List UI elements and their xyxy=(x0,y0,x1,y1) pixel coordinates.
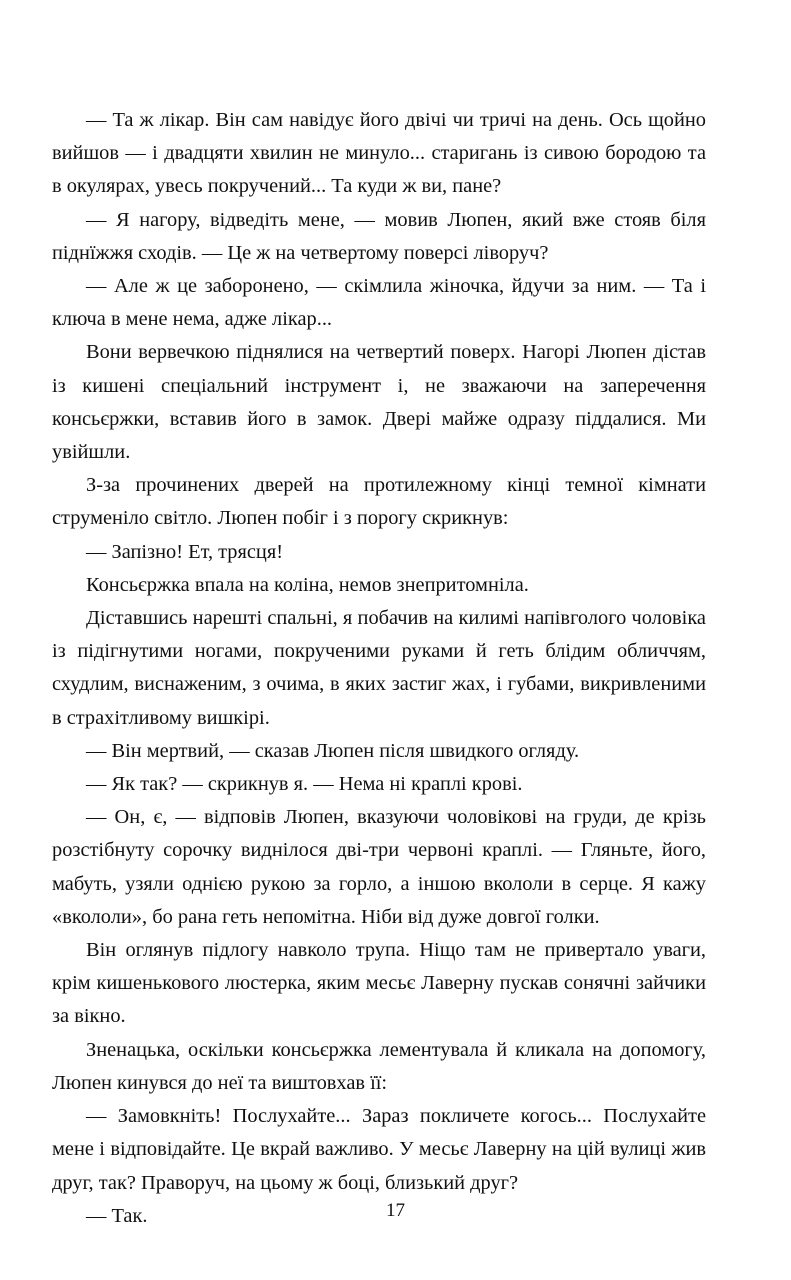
paragraph: — Я нагору, відведіть мене, — мовив Люпен, який вже стояв біля піднїжжя сходів. — Це ж на четвертому поверсі ліворуч? xyxy=(52,208,706,264)
paragraph: Вони вервечкою піднялися на четвертий поверх. Нагорі Люпен дістав із кишені спеціальний інструмент і, не зважаючи на заперечення консьєржки, вставив його в замок. Двері майже одразу піддалися. Ми увійшли. xyxy=(52,341,706,464)
page-body-text xyxy=(52,104,706,1233)
paragraph: — Та ж лікар. Він сам навідує його двічі чи тричі на день. Ось щойно вийшов — і двадцяти хвилин не минуло... старигань із сивою бородою та в окулярах, увесь покручений... Та куди ж ви, пане? xyxy=(52,109,706,198)
paragraph: — Як так? — скрикнув я. — Нема ні краплі крові. xyxy=(86,773,523,796)
paragraph: Діставшись нарешті спальні, я побачив на килимі напівголого чоловіка із підігнутими ногами, покрученими руками й геть блідим обличчям, схудлим, виснаженим, з очима, в яких застиг жах, і губами, викривленими в страхітливому вишкірі. xyxy=(52,607,706,729)
paragraph: — Він мертвий, — сказав Люпен після швидкого огляду. xyxy=(86,739,580,762)
paragraph: З-за прочинених дверей на протилежному кінці темної кімнати струменіло світло. Люпен побіг і з порогу скрикнув: xyxy=(52,474,706,530)
paragraph: Консьєржка впала на коліна, немов знепритомніла. xyxy=(86,573,529,596)
page-number: 17 xyxy=(386,1200,405,1221)
paragraph: Він оглянув підлогу навколо трупа. Ніщо там не привертало уваги, крім кишенькового люстерка, яким месьє Лаверну пускав сонячні зайчики за вікно. xyxy=(52,939,706,1028)
paragraph: — Але ж це заборонено, — скімлила жіночка, йдучи за ним. — Та і ключа в мене нема, адже лікар... xyxy=(52,275,706,331)
paragraph: — Замовкніть! Послухайте... Зараз покличете когось... Послухайте мене і відповідайте. Це вкрай важливо. У месьє Лаверну на цій вулиці жив друг, так? Праворуч, на цьому ж боці, близький друг? xyxy=(52,1105,706,1194)
paragraph: — Он, є, — відповів Люпен, вказуючи чоловікові на груди, де крізь розстібнуту сорочку виднілося дві-три червоні краплі. — Гляньте, його, мабуть, узяли однією рукою за горло, а іншою вкололи в серце. Я кажу «вкололи», бо рана геть непомітна. Ніби від дуже довгої голки. xyxy=(52,806,706,928)
paragraph: Зненацька, оскільки консьєржка лементувала й кликала на допомогу, Люпен кинувся до неї та виштовхав її: xyxy=(52,1038,706,1094)
paragraph: — Запізно! Ет, трясця! xyxy=(86,540,284,563)
paragraph: — Так. xyxy=(86,1204,148,1227)
